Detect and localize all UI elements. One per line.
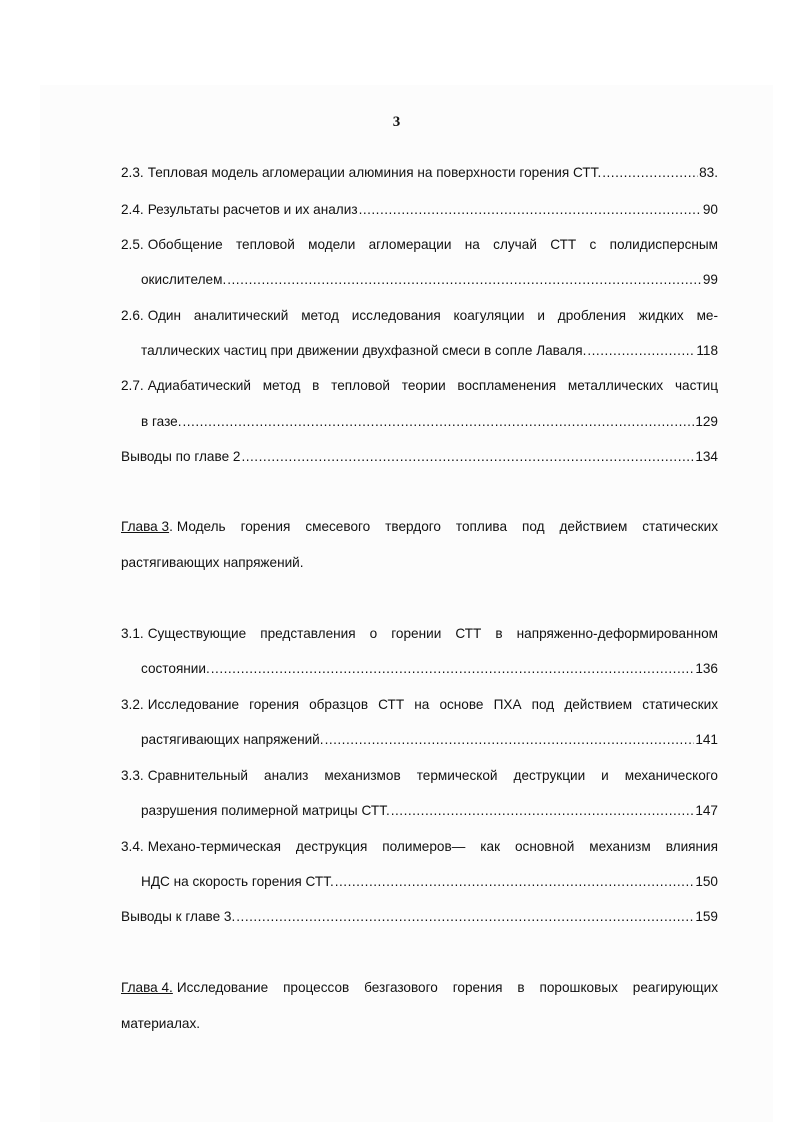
toc-entry-number: 2.3. bbox=[121, 165, 144, 180]
toc-entry-title-line2: окислителем. bbox=[141, 272, 227, 287]
toc-entry-2-6-cont[interactable] bbox=[141, 342, 718, 360]
toc-entry-number: 3.1. bbox=[121, 626, 144, 641]
toc-entry-title: Выводы по главе 2 bbox=[121, 449, 241, 464]
toc-entry-title: Тепловая модель агломерации алюминия на поверхности горения СТТ. bbox=[147, 165, 602, 180]
toc-entry-conclusions-2[interactable] bbox=[121, 448, 718, 466]
toc-entry-page: 129 bbox=[695, 414, 718, 429]
toc-entry-title-line2: растягивающих напряжений. bbox=[141, 732, 324, 747]
dot-leader bbox=[241, 448, 694, 466]
toc-entry-page: 147 bbox=[695, 803, 718, 818]
chapter-3-label: Глава 3 bbox=[121, 519, 170, 534]
toc-entry-title: Выводы к главе 3. bbox=[121, 909, 236, 924]
toc-entry-2-5[interactable] bbox=[121, 236, 718, 254]
dot-leader bbox=[325, 731, 695, 749]
toc-entry-title-line1: Адиабатический метод в тепловой теории воспламенения металлических частиц bbox=[147, 378, 718, 393]
toc-entry-page: 99 bbox=[702, 272, 718, 287]
chapter-4-heading[interactable] bbox=[121, 979, 718, 997]
toc-entry-page: 118 bbox=[696, 343, 718, 358]
chapter-label-sep: . bbox=[169, 519, 173, 534]
toc-entry-3-3-cont[interactable] bbox=[141, 802, 718, 820]
toc-entry-title-line1: Обобщение тепловой модели агломерации на случай СТТ с полидисперсным bbox=[147, 237, 718, 252]
toc-entry-title: Результаты расчетов и их анализ bbox=[147, 202, 358, 217]
toc-entry-page: 159 bbox=[695, 909, 718, 924]
dot-leader bbox=[335, 873, 695, 891]
toc-entry-page: 136 bbox=[695, 661, 718, 676]
toc-entry-page: 134 bbox=[695, 449, 718, 464]
page-number: 3 bbox=[392, 114, 401, 130]
toc-entry-title-line2: разрушения полимерной матрицы СТТ. bbox=[141, 803, 390, 818]
toc-entry-2-3[interactable] bbox=[121, 164, 718, 182]
toc-entry-page: 83. bbox=[699, 165, 718, 180]
chapter-4-label: Глава 4. bbox=[121, 980, 173, 995]
chapter-3-heading[interactable] bbox=[121, 518, 718, 536]
toc-entry-title-line1: Механо-термическая деструкция полимеров— как основной механизм влияния bbox=[147, 839, 718, 854]
chapter-title-line1: Исследование процессов безгазового горения в порошковых реагирующих bbox=[176, 980, 718, 995]
dot-leader bbox=[359, 201, 702, 219]
dot-leader bbox=[227, 271, 702, 289]
chapter-3-heading-cont bbox=[121, 554, 718, 572]
dot-leader bbox=[391, 802, 695, 820]
toc-entry-number: 2.7. bbox=[121, 378, 144, 393]
toc-entry-title-line1: Существующие представления о горении СТТ в напряженно-деформированном bbox=[147, 626, 718, 641]
dot-leader bbox=[602, 164, 698, 182]
toc-entry-number: 3.2. bbox=[121, 697, 144, 712]
toc-entry-2-7-cont[interactable] bbox=[141, 413, 718, 431]
dot-leader bbox=[587, 342, 695, 360]
toc-entry-3-4[interactable] bbox=[121, 838, 718, 856]
toc-entry-title-line1: Один аналитический метод исследования коагуляции и дробления жидких ме- bbox=[147, 308, 718, 323]
dot-leader bbox=[236, 908, 694, 926]
chapter-title-line2: растягивающих напряжений. bbox=[121, 555, 304, 570]
toc-entry-3-3[interactable] bbox=[121, 767, 718, 785]
dot-leader bbox=[182, 413, 694, 431]
toc-entry-3-2-cont[interactable] bbox=[141, 731, 718, 749]
chapter-title-line2: материалах. bbox=[121, 1016, 201, 1031]
toc-entry-page: 90 bbox=[702, 202, 718, 217]
toc-entry-2-6[interactable] bbox=[121, 307, 718, 325]
toc-entry-number: 2.6. bbox=[121, 308, 144, 323]
toc-entry-number: 2.4. bbox=[121, 202, 144, 217]
chapter-4-heading-cont bbox=[121, 1015, 718, 1033]
toc-entry-2-4[interactable] bbox=[121, 201, 718, 219]
toc-entry-3-4-cont[interactable] bbox=[141, 873, 718, 891]
toc-entry-number: 3.4. bbox=[121, 839, 144, 854]
toc-entry-page: 150 bbox=[695, 874, 718, 889]
toc-entry-3-1-cont[interactable] bbox=[141, 660, 718, 678]
chapter-label bbox=[121, 518, 173, 536]
toc-entry-page: 141 bbox=[695, 732, 718, 747]
toc-entry-number: 2.5. bbox=[121, 237, 144, 252]
toc-entry-conclusions-3[interactable] bbox=[121, 908, 718, 926]
toc-entry-3-1[interactable] bbox=[121, 625, 718, 643]
dot-leader bbox=[211, 660, 695, 678]
toc-entry-title-line2: в газе. bbox=[141, 414, 182, 429]
toc-entry-title-line2: НДС на скорость горения СТТ. bbox=[141, 874, 334, 889]
toc-entry-title-line1: Исследование горения образцов СТТ на основе ПХА под действием статических bbox=[147, 697, 718, 712]
chapter-title-line1: Модель горения смесевого твердого топлива под действием статических bbox=[176, 519, 718, 534]
toc-entry-number: 3.3. bbox=[121, 768, 144, 783]
toc-entry-2-5-cont[interactable] bbox=[141, 271, 718, 289]
toc-entry-title-line1: Сравнительный анализ механизмов термической деструкции и механического bbox=[147, 768, 718, 783]
toc-entry-title-line2: таллических частиц при движении двухфазной смеси в сопле Лаваля. bbox=[141, 343, 587, 358]
toc-entry-3-2[interactable] bbox=[121, 696, 718, 714]
chapter-label bbox=[121, 979, 173, 997]
toc-entry-title-line2: состоянии. bbox=[141, 661, 210, 676]
toc-entry-2-7[interactable] bbox=[121, 377, 718, 395]
